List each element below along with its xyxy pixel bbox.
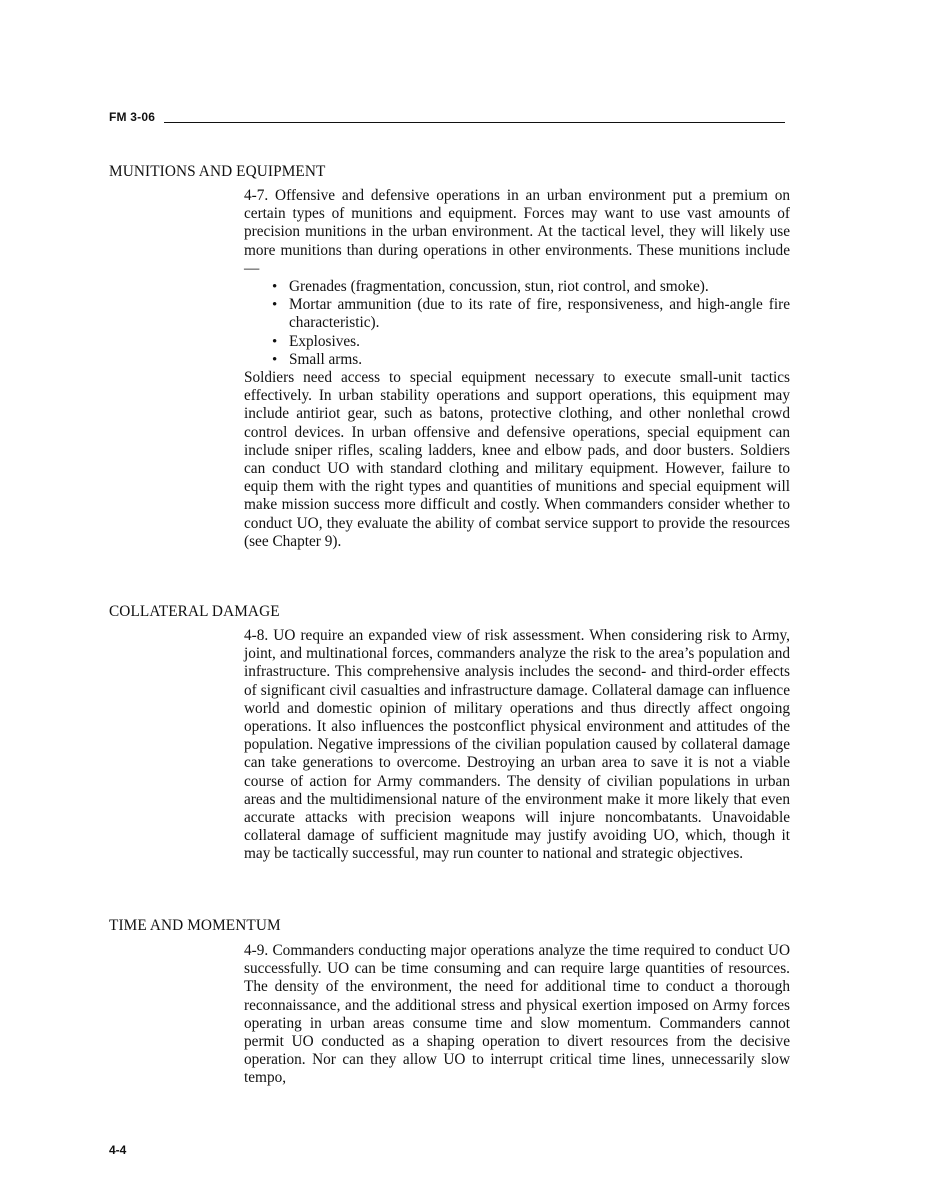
section-heading-munitions: MUNITIONS AND EQUIPMENT bbox=[109, 163, 326, 180]
list-item: • Explosives. bbox=[272, 332, 360, 350]
paragraph-4-8: 4-8. UO require an expanded view of risk assessment. When considering risk to Army, joint, and multinational forces, commanders analyze the risk to the area’s population and infrastructure. This comprehensive analysis includes the second- and third-order effects of significant civil casualties and infrastructure damage. Collateral damage can influence world and domestic opinion of military operations and thus directly affect ongoing operations. It also influences the postconflict physical environment and attitudes of the population. Negative impressions of the civilian population caused by collateral damage can take generations to overcome. Destroying an urban area to save it is not a viable course of action for Army commanders. The density of civilian populations in urban areas and the multidimensional nature of the environment make it more likely that even accurate attacks with precision weapons will injure noncombatants. Unavoidable collateral damage of sufficient magnitude may justify avoiding UO, which, though it may be tactically successful, may run counter to national and strategic objectives. bbox=[244, 627, 790, 863]
section-heading-time: TIME AND MOMENTUM bbox=[109, 917, 281, 934]
page-number: 4-4 bbox=[109, 1143, 127, 1157]
section-heading-collateral: COLLATERAL DAMAGE bbox=[109, 603, 280, 620]
bullet-icon: • bbox=[272, 351, 278, 368]
section-body-munitions bbox=[244, 187, 790, 551]
manual-id: FM 3-06 bbox=[109, 110, 156, 124]
list-item: • Small arms. bbox=[272, 350, 363, 368]
bullet-icon: • bbox=[272, 333, 278, 350]
list-item: • Grenades (fragmentation, concussion, stun, riot control, and smoke). bbox=[272, 278, 709, 296]
munitions-list bbox=[244, 278, 790, 369]
page-header bbox=[109, 108, 785, 126]
paragraph-4-7-intro: 4-7. Offensive and defensive operations in an urban environment put a premium on certain types of munitions and equipment. Forces may want to use vast amounts of precision munitions in the urban environment. At the tactical level, they will likely use more munitions than during operations in other environments. These munitions include— bbox=[244, 187, 790, 277]
section-body-time bbox=[244, 942, 790, 1088]
paragraph-4-7-continued: Soldiers need access to special equipment necessary to execute small-unit tactics effectively. In urban stability operations and support operations, this equipment may include antiriot gear, such as batons, protective clothing, and other nonlethal crowd control devices. In urban offensive and defensive operations, special equipment can include sniper rifles, scaling ladders, knee and elbow pads, and door busters. Soldiers can conduct UO with standard clothing and military equipment. However, failure to equip them with the right types and quantities of munitions and special equipment will make mission success more difficult and costly. When commanders consider whether to conduct UO, they evaluate the ability of combat service support to provide the resources (see Chapter 9). bbox=[244, 369, 790, 550]
header-rule bbox=[164, 122, 785, 123]
bullet-icon: • bbox=[272, 297, 278, 314]
section-body-collateral bbox=[244, 627, 790, 864]
list-item: • Mortar ammunition (due to its rate of fire, responsiveness, and high-angle fire characteristic). bbox=[272, 296, 790, 332]
bullet-icon: • bbox=[272, 279, 278, 296]
paragraph-4-9: 4-9. Commanders conducting major operations analyze the time required to conduct UO successfully. UO can be time consuming and can require large quantities of resources. The density of the environment, the need for additional time to conduct a thorough reconnaissance, and the additional stress and physical exertion imposed on Army forces operating in urban areas consume time and slow momentum. Commanders cannot permit UO conducted as a shaping operation to divert resources from the decisive operation. Nor can they allow UO to interrupt critical time lines, unnecessarily slow tempo, bbox=[244, 942, 790, 1087]
